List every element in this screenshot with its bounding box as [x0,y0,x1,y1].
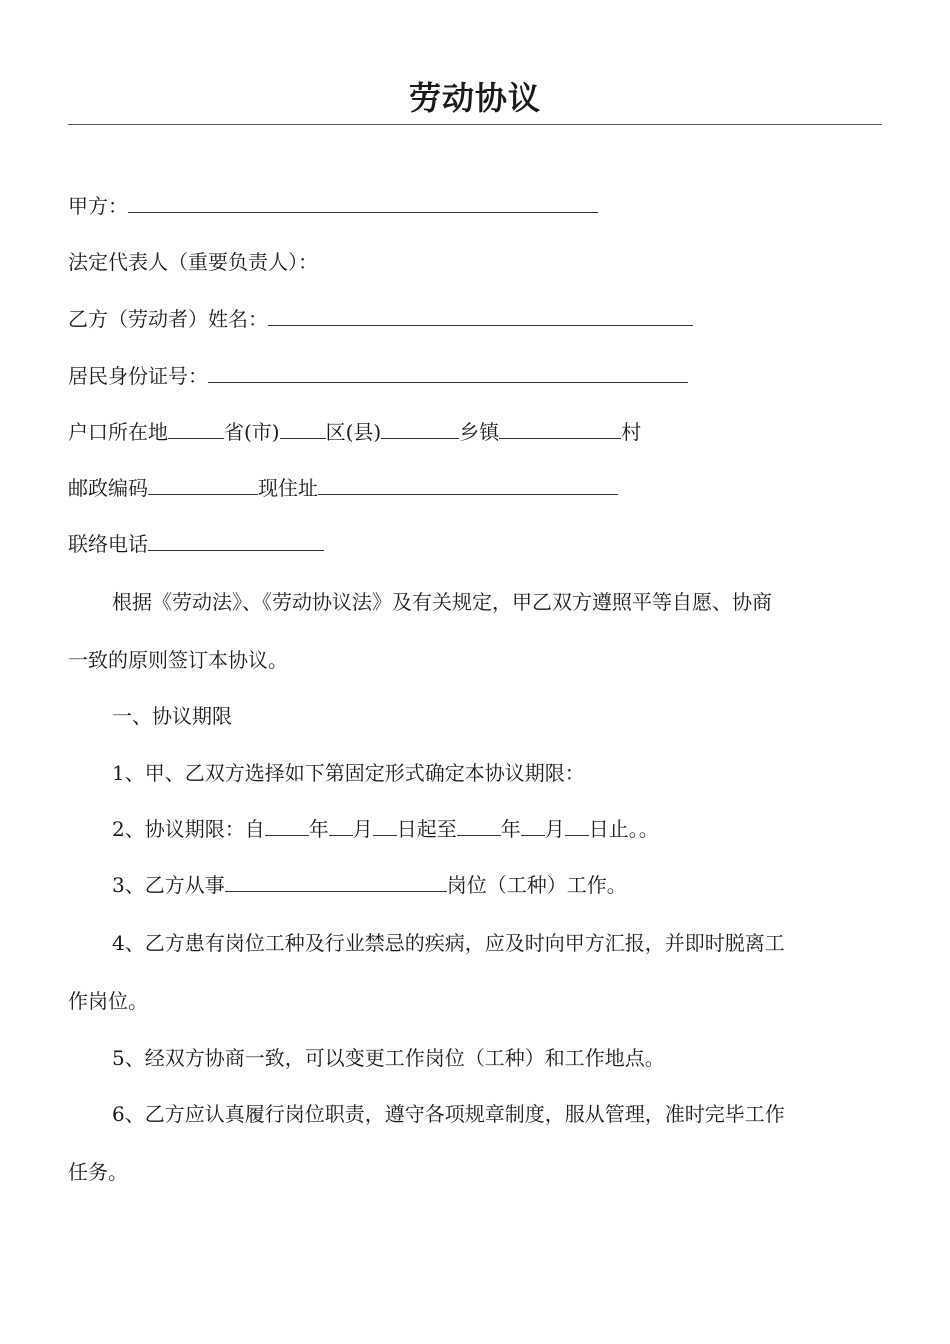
party-a-blank [128,192,598,213]
phone-label: 联络电话 [68,532,148,556]
hukou-district-label: 区(县) [325,420,382,444]
phone-blank [148,530,324,551]
clause-2-prefix: 2、协议期限：自 [112,817,265,841]
clause-1: 1、甲、乙双方选择如下第固定形式确定本协议期限： [112,761,585,785]
clause-2-day-to: 日止。。 [588,817,659,841]
legal-rep-label: 法定代表人（重要负责人）： [68,250,318,274]
clause-5: 5、经双方协商一致，可以变更工作岗位（工种）和工作地点。 [112,1046,665,1070]
party-b-label: 乙方（劳动者）姓名： [68,307,268,331]
clause-2-year2: 年 [500,817,521,841]
end-day-blank [565,815,589,836]
party-b-line [68,305,693,333]
clause-2-day-from: 日起至 [396,817,457,841]
clause-2-year: 年 [308,817,329,841]
intro-paragraph-line1: 根据《劳动法》、《劳动协议法》及有关规定，甲乙双方遵照平等自愿、协商 [112,590,772,614]
section-heading-term: 一、协议期限 [112,704,232,728]
id-label: 居民身份证号： [68,364,208,388]
end-year-blank [457,815,501,836]
hukou-line [68,418,641,446]
village-blank [499,418,621,439]
phone-line [68,530,324,558]
start-day-blank [373,815,397,836]
hukou-prefix: 户口所在地 [68,420,168,444]
legal-rep-line [68,248,318,276]
postal-line [68,474,618,502]
district-blank [280,418,326,439]
start-year-blank [265,815,309,836]
postal-code-blank [148,474,258,495]
party-a-label: 甲方： [68,194,128,218]
party-b-name-blank [268,305,693,326]
clause-4-line1: 4、乙方患有岗位工种及行业禁忌的疾病，应及时向甲方汇报，并即时脱离工 [112,931,785,955]
province-blank [168,418,224,439]
party-a-line [68,192,598,220]
clause-2-month: 月 [352,817,373,841]
postal-code-label: 邮政编码 [68,476,148,500]
clause-3-suffix: 岗位（工种）工作。 [446,873,627,897]
clause-6-line1: 6、乙方应认真履行岗位职责，遵守各项规章制度，服从管理，准时完毕工作 [112,1102,785,1126]
address-blank [318,474,618,495]
end-month-blank [521,815,545,836]
start-month-blank [329,815,353,836]
clause-2-month2: 月 [544,817,565,841]
clause-3-prefix: 3、乙方从事 [112,873,225,897]
clause-6-line2: 任务。 [68,1160,128,1184]
clause-2 [112,815,659,843]
title-divider [68,124,882,125]
address-label: 现住址 [258,476,318,500]
intro-paragraph-line2: 一致的原则签订本协议。 [68,648,288,672]
hukou-village-label: 村 [621,420,642,444]
hukou-province-label: 省(市) [224,420,280,444]
clause-3 [112,871,627,899]
clause-4-line2: 作岗位。 [68,989,148,1013]
id-line [68,362,688,390]
id-blank [208,362,688,383]
document-title: 劳动协议 [408,79,541,117]
hukou-town-label: 乡镇 [459,420,500,444]
position-blank [225,871,447,892]
town-blank [381,418,459,439]
